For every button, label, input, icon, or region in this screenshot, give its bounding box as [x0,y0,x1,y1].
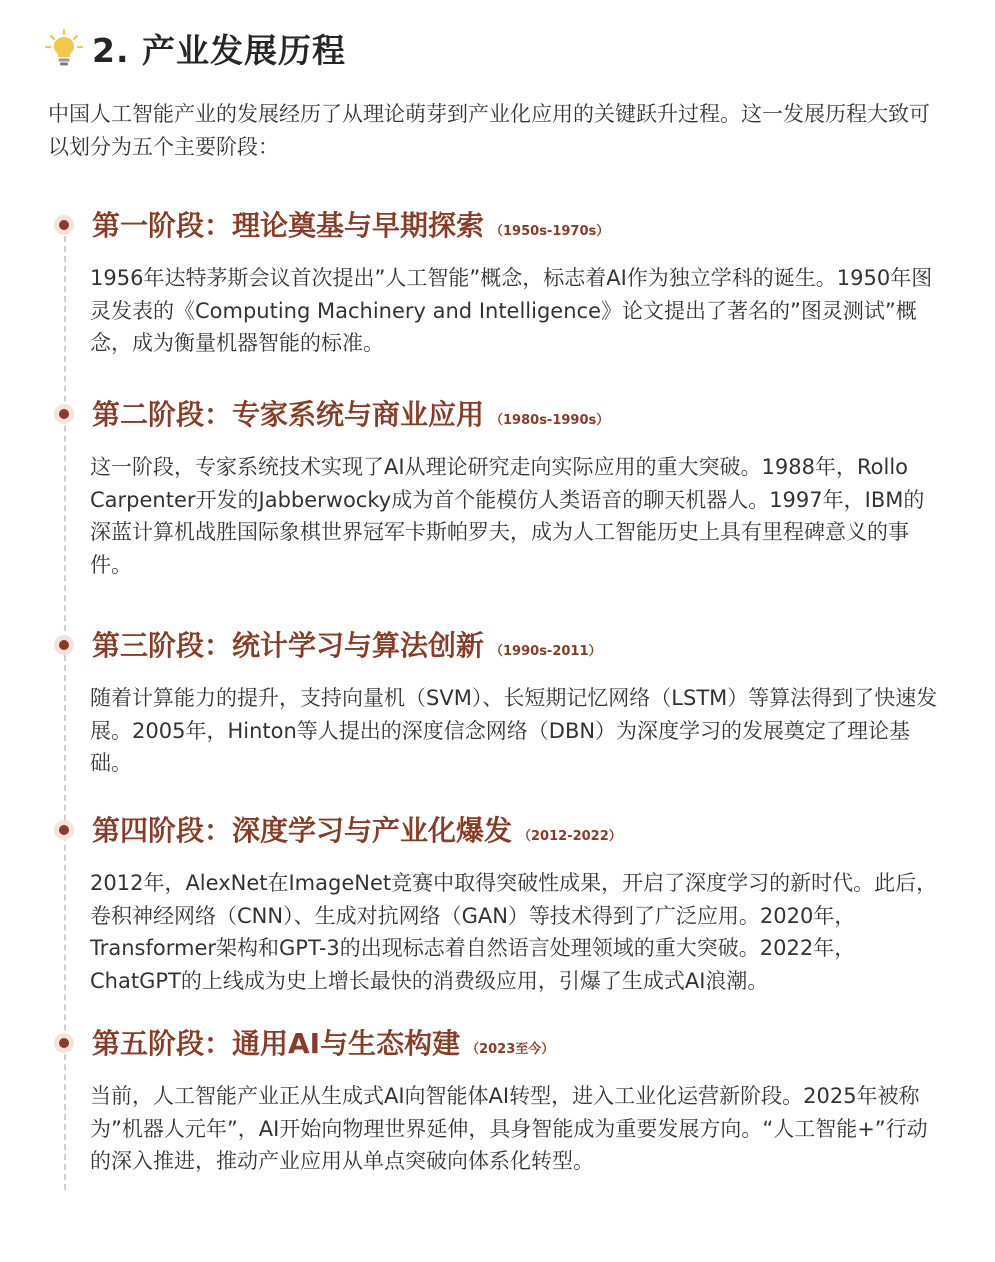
stage-5 [54,1022,944,1178]
stage-1 [54,204,944,360]
intro-paragraph: 中国人工智能产业的发展经历了从理论萌芽到产业化应用的关键跃升过程。这一发展历程大致可以划分为五个主要阶段： [48,102,930,159]
lightbulb-icon [44,28,84,68]
stage-body: 随着计算能力的提升，支持向量机（SVM）、长短期记忆网络（LSTM）等算法得到了快速发展。2005年，Hinton等人提出的深度信念网络（DBN）为深度学习的发展奠定了理论基础。 [90,686,938,775]
stage-years: （2023至今） [466,1042,555,1057]
stage-body: 2012年，AlexNet在ImageNet竞赛中取得突破性成果，开启了深度学习的新时代。此后，卷积神经网络（CNN）、生成对抗网络（GAN）等技术得到了广泛应用。2020年，Transformer架构和GPT-3的出现标志着自然语言处理领域的重大突破。2022年，ChatGPT的上线成为史上增长最快的消费级应用，引爆了生成式AI浪潮。 [90,871,938,993]
stage-body: 1956年达特茅斯会议首次提出”人工智能”概念，标志着AI作为独立学科的诞生。1950年图灵发表的《Computing Machinery and Intelligence》论文提出了著名的”图灵测试”概念，成为衡量机器智能的标准。 [90,266,933,355]
stage-body: 当前，人工智能产业正从生成式AI向智能体AI转型，进入工业化运营新阶段。2025年被称为”机器人元年”，AI开始向物理世界延伸，具身智能成为重要发展方向。“人工智能+”行动的深入推进，推动产业应用从单点突破向体系化转型。 [90,1084,928,1173]
timeline-dot-icon [54,1033,74,1053]
stage-years: （1950s-1970s） [490,224,610,239]
stage-years: （2012-2022） [518,829,622,844]
stage-years: （1980s-1990s） [490,413,610,428]
stage-header [54,1022,944,1066]
stage-years: （1990s-2011） [490,644,602,659]
stage-body: 这一阶段，专家系统技术实现了AI从理论研究走向实际应用的重大突破。1988年，Rollo Carpenter开发的Jabberwocky成为首个能模仿人类语音的聊天机器人。1997年，IBM的深蓝计算机战胜国际象棋世界冠军卡斯帕罗夫，成为人工智能历史上具有里程碑意义的事件。 [90,455,925,577]
stage-2 [54,393,944,581]
timeline-dot-icon [54,215,74,235]
stage-title: 第二阶段：专家系统与商业应用 [92,398,485,431]
stage-title: 第一阶段：理论奠基与早期探索 [92,209,485,242]
stage-header [54,393,944,437]
page-title: 2. 产业发展历程 [92,30,346,70]
stage-3 [54,624,944,780]
stage-title: 第三阶段：统计学习与算法创新 [92,629,485,662]
stage-header [54,809,944,853]
stage-title: 第五阶段：通用AI与生态构建 [92,1027,461,1060]
timeline-dot-icon [54,820,74,840]
stage-header [54,204,944,248]
timeline-dot-icon [54,635,74,655]
section-header [44,26,346,70]
timeline-dot-icon [54,404,74,424]
stage-header [54,624,944,668]
stage-4 [54,809,944,997]
stage-title: 第四阶段：深度学习与产业化爆发 [92,814,513,847]
